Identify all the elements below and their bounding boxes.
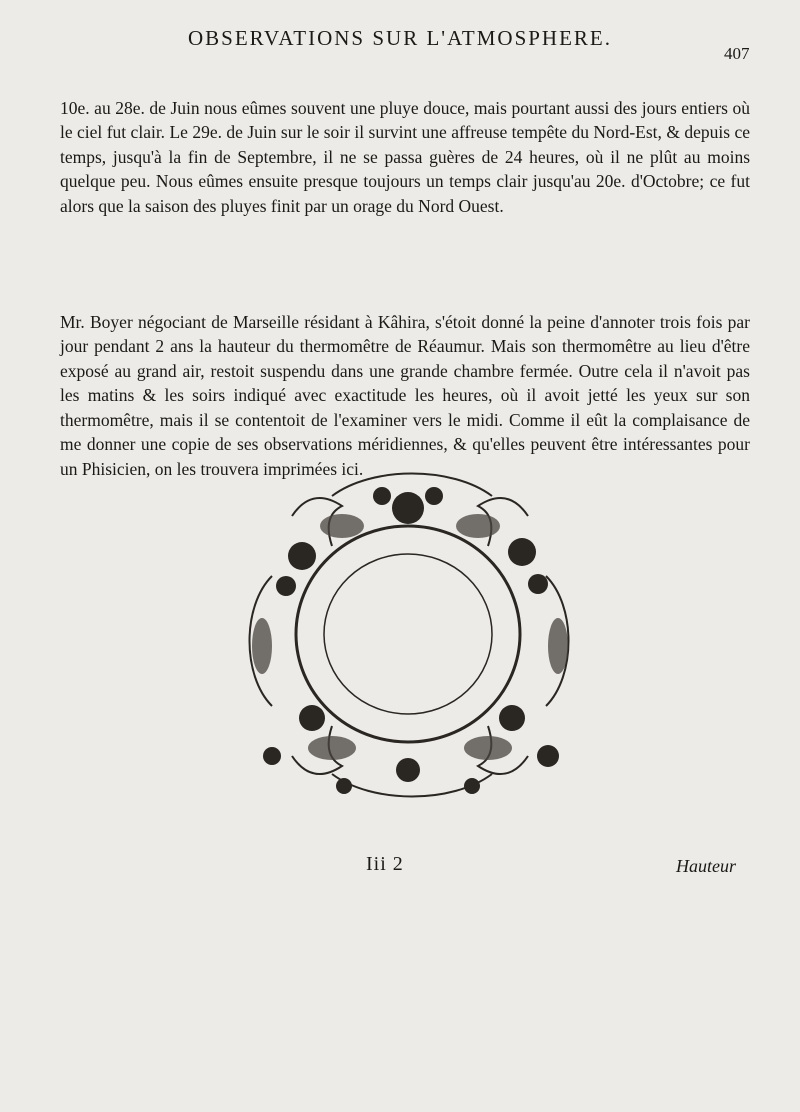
signature-mark: Iii 2 bbox=[366, 853, 404, 875]
catchword: Hauteur bbox=[676, 856, 736, 876]
paragraph-thermometer: Mr. Boyer négociant de Marseille résidant à Kâhira, s'étoit donné la peine d'annoter trois fois par jour pendant 2 ans la hauteur du thermomêtre de Réaumur. Mais son thermomêtre au lieu d'être exposé au grand air, restoit suspendu dans une grande chambre fermée. Outre cela il n'avoit pas les matins & les soirs indiqué avec exactitude les heures, où il avoit jetté les yeux sur son thermomêtre, mais il se contentoit de l'examiner vers le midi. Comme il eût la complaisance de me donner une copie de ses observations méridiennes, & qu'elles peuvent être intéressantes pour un Phisicien, on les trouvera imprimées ici. bbox=[60, 311, 750, 480]
paragraph-weather: 10e. au 28e. de Juin nous eûmes souvent une pluye douce, mais pourtant aussi des jours entiers où le ciel fut clair. Le 29e. de Juin sur le soir il survint une affreuse tempête du Nord-Est, & depuis ce temps, jusqu'à la fin de Septembre, il ne se passa guères de 24 heures, où il ne plût au moins quelque peu. Nous eûmes ensuite presque toujours un temps clair jusqu'au 20e. d'Octobre; ce fut alors que la saison des pluyes finit par un orage du Nord Ouest. bbox=[60, 97, 750, 216]
floral-cartouche-ornament-icon bbox=[232, 456, 586, 816]
running-head: OBSERVATIONS SUR L'ATMOSPHERE. bbox=[187, 26, 613, 50]
page-number: 407 bbox=[724, 44, 750, 63]
